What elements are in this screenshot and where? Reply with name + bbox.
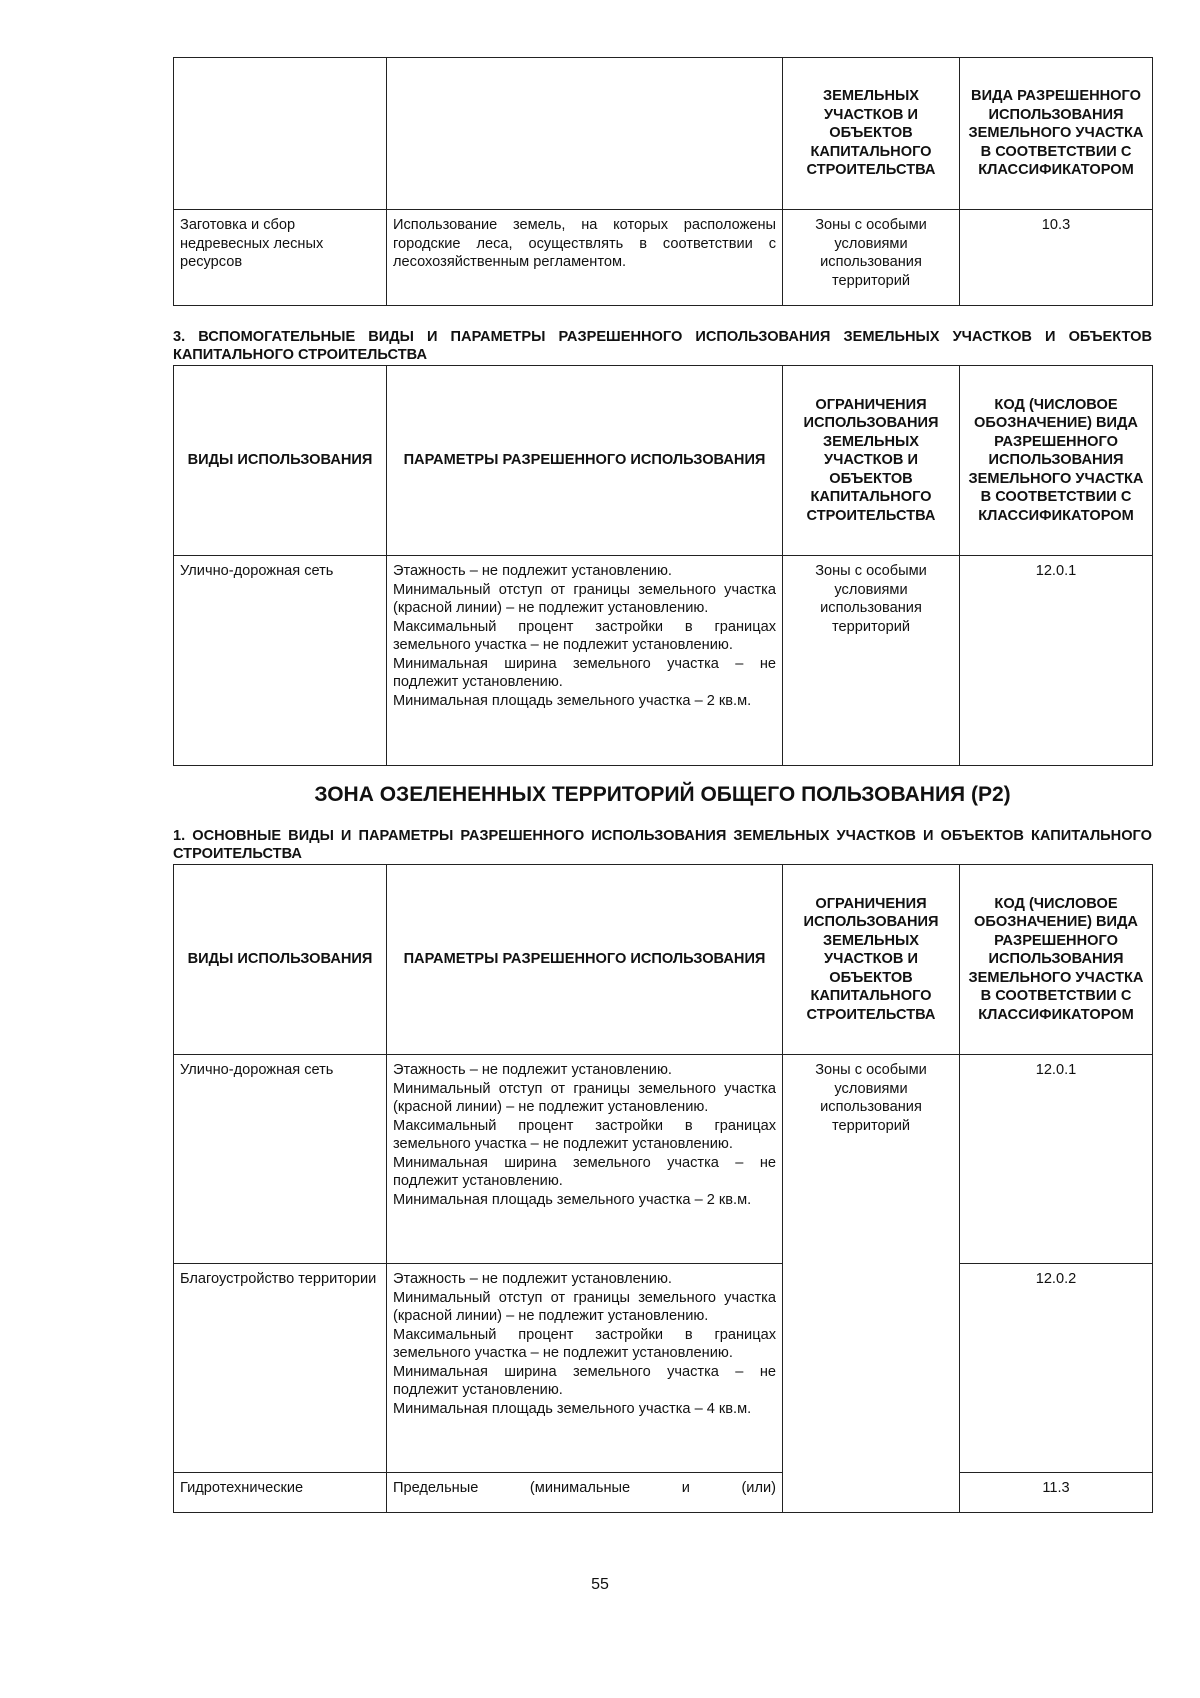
section-title-main: 1. ОСНОВНЫЕ ВИДЫ И ПАРАМЕТРЫ РАЗРЕШЕННОГО ИСПОЛЬЗОВАНИЯ ЗЕМЕЛЬНЫХ УЧАСТКОВ И ОБЪЕКТОВ КАПИТАЛЬНОГО СТРОИТЕЛЬСТВА xyxy=(173,828,1152,862)
section-title-auxiliary: 3. ВСПОМОГАТЕЛЬНЫЕ ВИДЫ И ПАРАМЕТРЫ РАЗРЕШЕННОГО ИСПОЛЬЗОВАНИЯ ЗЕМЕЛЬНЫХ УЧАСТКОВ И ОБЪЕКТОВ КАПИТАЛЬНОГО СТРОИТЕЛЬСТВА xyxy=(173,329,1152,363)
table-header-row xyxy=(174,58,1153,210)
table-row xyxy=(174,210,1153,306)
param-floors: Этажность – не подлежит установлению. xyxy=(393,1271,672,1287)
use-type: Улично-дорожная сеть xyxy=(174,1055,387,1264)
use-type: Заготовка и сбор недревесных лесных ресурсов xyxy=(174,210,387,306)
param-area: Минимальная площадь земельного участка – 4 кв.м. xyxy=(393,1400,752,1417)
use-params: Предельные (минимальные и (или) xyxy=(387,1473,783,1513)
param-setback: Минимальный отступ от границы земельного участка (красной линии) – не подлежит установлению. xyxy=(393,1080,776,1115)
table-header-row xyxy=(174,366,1153,556)
param-area: Минимальная площадь земельного участка – 2 кв.м. xyxy=(393,692,752,709)
use-code: 10.3 xyxy=(960,210,1153,306)
header-params: ПАРАМЕТРЫ РАЗРЕШЕННОГО ИСПОЛЬЗОВАНИЯ xyxy=(387,865,783,1055)
param-coverage: Максимальный процент застройки в границах земельного участка – не подлежит установлению. xyxy=(393,1326,776,1361)
header-code: КОД (ЧИСЛОВОЕ ОБОЗНАЧЕНИЕ) ВИДА РАЗРЕШЕННОГО ИСПОЛЬЗОВАНИЯ ЗЕМЕЛЬНОГО УЧАСТКА В СООТВЕТСТВИИ С КЛАССИФИКАТОРОМ xyxy=(960,865,1153,1055)
param-width: Минимальная ширина земельного участка – не подлежит установлению. xyxy=(393,1154,776,1189)
header-restrictions: ОГРАНИЧЕНИЯ ИСПОЛЬЗОВАНИЯ ЗЕМЕЛЬНЫХ УЧАСТКОВ И ОБЪЕКТОВ КАПИТАЛЬНОГО СТРОИТЕЛЬСТВА xyxy=(783,865,960,1055)
header-restrictions: ЗЕМЕЛЬНЫХ УЧАСТКОВ И ОБЪЕКТОВ КАПИТАЛЬНОГО СТРОИТЕЛЬСТВА xyxy=(783,58,960,210)
main-uses-table xyxy=(173,864,1153,1513)
table-header-row xyxy=(174,865,1153,1055)
table-row xyxy=(174,1473,1153,1513)
param-coverage: Максимальный процент застройки в границах земельного участка – не подлежит установлению. xyxy=(393,1117,776,1152)
header-use-types: ВИДЫ ИСПОЛЬЗОВАНИЯ xyxy=(174,865,387,1055)
use-type: Гидротехнические xyxy=(174,1473,387,1513)
use-type: Благоустройство территории xyxy=(174,1264,387,1473)
header-restrictions: ОГРАНИЧЕНИЯ ИСПОЛЬЗОВАНИЯ ЗЕМЕЛЬНЫХ УЧАСТКОВ И ОБЪЕКТОВ КАПИТАЛЬНОГО СТРОИТЕЛЬСТВА xyxy=(783,366,960,556)
use-params xyxy=(387,556,783,766)
use-restrictions: Зоны с особыми условиями использования территорий xyxy=(783,1055,960,1513)
zone-title: ЗОНА ОЗЕЛЕНЕННЫХ ТЕРРИТОРИЙ ОБЩЕГО ПОЛЬЗОВАНИЯ (Р2) xyxy=(314,783,1011,806)
param-area: Минимальная площадь земельного участка – 2 кв.м. xyxy=(393,1191,752,1208)
use-restrictions: Зоны с особыми условиями использования территорий xyxy=(783,210,960,306)
header-code: ВИДА РАЗРЕШЕННОГО ИСПОЛЬЗОВАНИЯ ЗЕМЕЛЬНОГО УЧАСТКА В СООТВЕТСТВИИ С КЛАССИФИКАТОРОМ xyxy=(960,58,1153,210)
header-use-types: ВИДЫ ИСПОЛЬЗОВАНИЯ xyxy=(174,366,387,556)
use-code: 12.0.1 xyxy=(960,556,1153,766)
table-row xyxy=(174,1055,1153,1264)
page-number: 55 xyxy=(591,1576,609,1593)
param-setback: Минимальный отступ от границы земельного участка (красной линии) – не подлежит установлению. xyxy=(393,1289,776,1324)
use-code: 11.3 xyxy=(960,1473,1153,1513)
header-col2 xyxy=(387,58,783,210)
auxiliary-uses-table xyxy=(173,365,1153,766)
use-code: 12.0.1 xyxy=(960,1055,1153,1264)
header-col1 xyxy=(174,58,387,210)
param-width: Минимальная ширина земельного участка – не подлежит установлению. xyxy=(393,655,776,690)
use-params xyxy=(387,1055,783,1264)
table-row xyxy=(174,556,1153,766)
table-row xyxy=(174,1264,1153,1473)
use-params xyxy=(387,1264,783,1473)
use-code: 12.0.2 xyxy=(960,1264,1153,1473)
header-params: ПАРАМЕТРЫ РАЗРЕШЕННОГО ИСПОЛЬЗОВАНИЯ xyxy=(387,366,783,556)
param-coverage: Максимальный процент застройки в границах земельного участка – не подлежит установлению. xyxy=(393,618,776,653)
use-params: Использование земель, на которых расположены городские леса, осуществлять в соответствии с лесохозяйственным регламентом. xyxy=(387,210,783,306)
continuation-table xyxy=(173,57,1153,306)
use-restrictions: Зоны с особыми условиями использования территорий xyxy=(783,556,960,766)
use-type: Улично-дорожная сеть xyxy=(174,556,387,766)
param-width: Минимальная ширина земельного участка – не подлежит установлению. xyxy=(393,1363,776,1398)
header-code: КОД (ЧИСЛОВОЕ ОБОЗНАЧЕНИЕ) ВИДА РАЗРЕШЕННОГО ИСПОЛЬЗОВАНИЯ ЗЕМЕЛЬНОГО УЧАСТКА В СООТВЕТСТВИИ С КЛАССИФИКАТОРОМ xyxy=(960,366,1153,556)
param-floors: Этажность – не подлежит установлению. xyxy=(393,1062,672,1078)
param-setback: Минимальный отступ от границы земельного участка (красной линии) – не подлежит установлению. xyxy=(393,581,776,616)
param-floors: Этажность – не подлежит установлению. xyxy=(393,563,672,579)
